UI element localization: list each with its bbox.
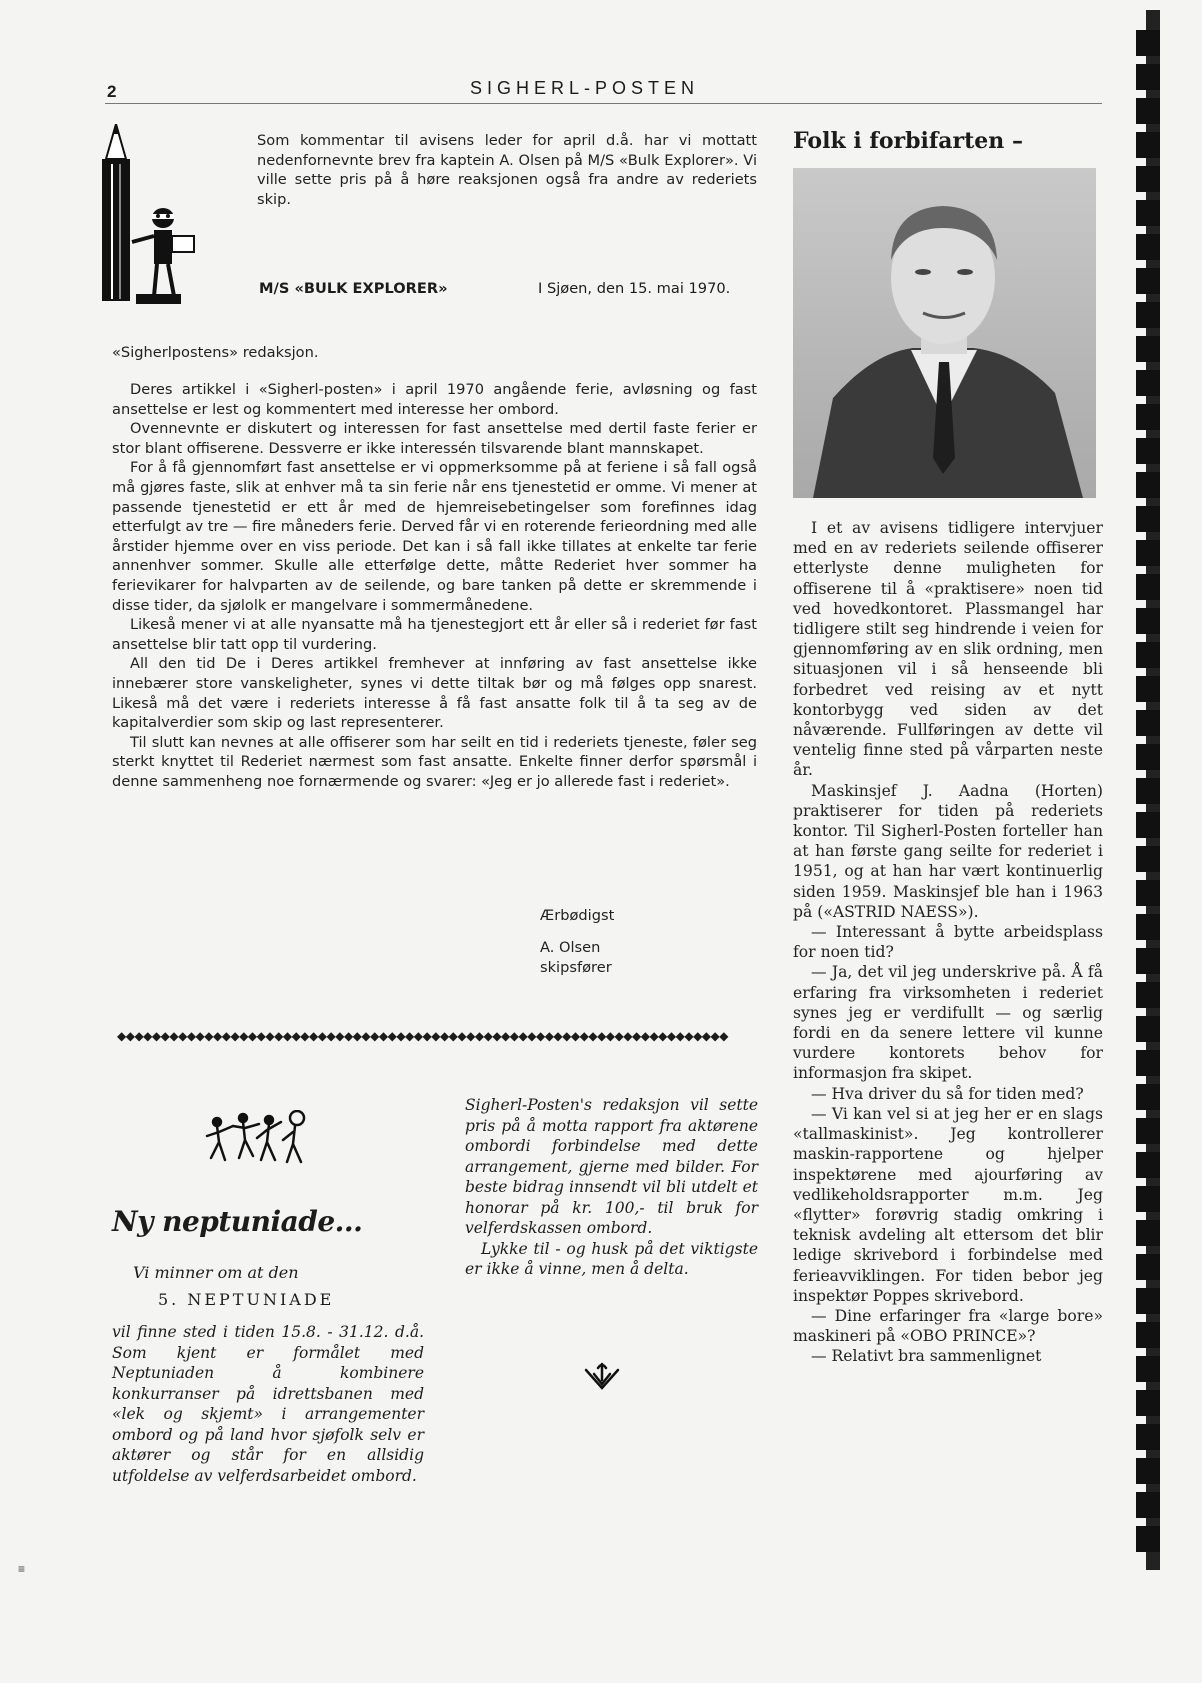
- binding-tick: [1136, 1424, 1160, 1450]
- binding-tick: [1136, 642, 1160, 668]
- binding-tick: [1136, 404, 1160, 430]
- binding-tick: [1136, 472, 1160, 498]
- neptuniade-heading: Ny neptuniade...: [112, 1205, 363, 1238]
- neptuniade-event-name: 5. NEPTUNIADE: [158, 1290, 335, 1309]
- binding-tick: [1136, 744, 1160, 770]
- letter-paragraph: All den tid De i Deres artikkel fremhever at innføring av fast ansettelse ikke innebærer store vanskeligheter, synes vi dette tiltak bør og må følges opp snarest. Likeså må det være i rederiets interesse å få fast ansatte folk til å ta seg av de kapitalverdier som skip og last representerer.: [112, 655, 757, 732]
- letter-paragraph: For å få gjennomført fast ansettelse er vi oppmerksomme på at feriene i så fall også må gjøres faste, slik at enhver må ta sin ferie når ens tjenestetid er omme. Vi mener at passende tjenestetid er ett år med de hjemreisebetingelser som forefinnes idag etterfulgt av tre — fire måneders ferie. Derved får vi en roterende ferieordning med alle årstider hjemme over en viss periode. Det kan i så fall ikke tillates at enkelte tar ferie annenhver sommer. Skulle alle etterfølge dette, måtte Rederiet hver sommer ha ferievikarer for halvparten av de seilende, og bare tanken på dette er skremmende i disse tider, da sjølolk er mangelvare i sommermånedene.: [112, 459, 757, 614]
- binding-tick: [1136, 1390, 1160, 1416]
- neptuniade-description: vil finne sted i tiden 15.8. - 31.12. d.å. Som kjent er formålet med Neptuniaden å kombinere konkurranser på idrettsbanen med «lek og skjemt» i arrangementer ombord og på land hvor sjøfolk selv er aktører og står for en allsidig utfoldelse av velferdsarbeidet ombord.: [112, 1323, 424, 1485]
- binding-tick: [1136, 1050, 1160, 1076]
- letter-closing: Ærbødigst: [540, 907, 615, 924]
- binding-tick: [1136, 234, 1160, 260]
- letter-signature-title: skipsfører: [540, 959, 612, 976]
- editorial-offer: [465, 1095, 758, 1280]
- binding-tick: [1136, 1254, 1160, 1280]
- binding-tick: [1136, 710, 1160, 736]
- neptuniade-reminder: Vi minner om at den: [133, 1263, 299, 1282]
- binding-tick: [1136, 30, 1160, 56]
- pencil-illustration: [96, 124, 221, 324]
- binding-tick: [1136, 948, 1160, 974]
- binding-tick: [1136, 1118, 1160, 1144]
- binding-tick: [1136, 1084, 1160, 1110]
- page-number: 2: [107, 82, 117, 101]
- binding-tick: [1136, 506, 1160, 532]
- binding-tick: [1136, 676, 1160, 702]
- binding-tick: [1136, 1492, 1160, 1518]
- binding-tick: [1136, 64, 1160, 90]
- letter-ship-name: M/S «BULK EXPLORER»: [259, 280, 448, 297]
- interview-paragraph: — Vi kan vel si at jeg her er en slags «tallmaskinist». Jeg kontrollerer maskin-rapportene og hjelper inspektørene med ajourføring av vedlikeholdsrapporter m.m. Jeg «flytter» forøvrig stadig omkring i teknisk avdeling alt ettersom det blir ledige skrivebord i forbindelse med ferieavviklingen. For tiden bebor jeg inspektør Poppes skrivebord.: [793, 1104, 1103, 1305]
- newsletter-title: SIGHERL-POSTEN: [470, 78, 700, 98]
- closing-ornament: [582, 1360, 622, 1392]
- binding-tick: [1136, 1220, 1160, 1246]
- interview-paragraph: Maskinsjef J. Aadna (Horten) praktiserer for tiden på rederiets kontor. Til Sigherl-Posten forteller han at han første gang seilte for rederiet i 1951, og at han har vært kontinuerlig siden 1959. Maskinsjef ble han i 1963 på («ASTRID NAESS»).: [793, 781, 1103, 921]
- profile-interview-text: [793, 518, 1103, 1367]
- binding-tick: [1136, 914, 1160, 940]
- binding-tick: [1136, 846, 1160, 872]
- editor-intro: Som kommentar til avisens leder for april d.å. har vi mottatt nedenfornevnte brev fra kaptein A. Olsen på M/S «Bulk Explorer». Vi ville sette pris på å høre reaksjonen også fra andre av rederiets skip.: [257, 132, 757, 208]
- binding-tick: [1136, 336, 1160, 362]
- binding-tick: [1136, 132, 1160, 158]
- diamond-divider: ◆◆◆◆◆◆◆◆◆◆◆◆◆◆◆◆◆◆◆◆◆◆◆◆◆◆◆◆◆◆◆◆◆◆◆◆◆◆◆◆◆◆◆◆◆◆◆◆◆◆◆◆◆◆◆◆◆◆◆◆◆◆◆◆◆◆◆◆◆◆: [117, 1029, 728, 1043]
- interview-paragraph: — Dine erfaringer fra «large bore» maskineri på «OBO PRINCE»?: [793, 1306, 1103, 1346]
- binding-tick: [1136, 200, 1160, 226]
- binding-tick: [1136, 98, 1160, 124]
- letter-paragraph: Deres artikkel i «Sigherl-posten» i april 1970 angående ferie, avløsning og fast ansettelse er lest og kommentert med interesse her ombord.: [112, 381, 757, 418]
- binding-tick: [1136, 880, 1160, 906]
- letter-paragraph: Til slutt kan nevnes at alle offiserer som har seilt en tid i rederiets tjeneste, føler seg sterkt knyttet til Rederiet nærmest som fast ansatte. Enkelte finner derfor spørsmål i denne sammenheng noe fornærmende og svarer: «Jeg er jo allerede fast i rederiet».: [112, 733, 757, 790]
- letter-body: [112, 380, 757, 791]
- editorial-offer-paragraph: Lykke til - og husk på det viktigste er ikke å vinne, men å delta.: [465, 1239, 758, 1278]
- letter-paragraph: Likeså mener vi at alle nyansatte må ha tjenestegjort ett år eller så i rederiet før fast ansettelse blir tatt opp til vurdering.: [112, 616, 757, 653]
- letter-addressee: «Sigherlpostens» redaksjon.: [112, 344, 319, 361]
- binding-tick: [1136, 982, 1160, 1008]
- binding-tick: [1136, 1016, 1160, 1042]
- interview-paragraph: — Relativt bra sammenlignet: [811, 1347, 1042, 1366]
- binding-tick: [1136, 1186, 1160, 1212]
- binding-strip: [1136, 10, 1160, 1570]
- binding-tick: [1136, 1356, 1160, 1382]
- letter-date: I Sjøen, den 15. mai 1970.: [538, 280, 731, 297]
- interview-paragraph: — Hva driver du så for tiden med?: [811, 1084, 1084, 1103]
- binding-tick: [1136, 438, 1160, 464]
- binding-tick: [1136, 1458, 1160, 1484]
- binding-tick: [1136, 1152, 1160, 1178]
- interview-paragraph: I et av avisens tidligere intervjuer med en av rederiets seilende offiserer etterlyste denne muligheten for offiserene til å «praktisere» noen tid ved hovedkontoret. Plassmangel har tidligere stilt seg hindrende i veien for gjennomføring av en slik ordning, men situasjonen vil i så henseende bli forbedret ved reising av et nytt kontorbygg ved siden av det nåværende. Fullføringen av dette vil ventelig finne sted på vårparten neste år.: [793, 519, 1103, 780]
- portrait-photo: [793, 168, 1096, 498]
- interview-paragraph: — Interessant å bytte arbeidsplass for noen tid?: [793, 923, 1103, 962]
- margin-mark: ≡: [18, 1562, 26, 1576]
- binding-tick: [1136, 268, 1160, 294]
- binding-tick: [1136, 370, 1160, 396]
- binding-tick: [1136, 574, 1160, 600]
- header-rule: [105, 103, 1102, 104]
- binding-tick: [1136, 1288, 1160, 1314]
- binding-tick: [1136, 1526, 1160, 1552]
- editorial-offer-paragraph: Sigherl-Posten's redaksjon vil sette pris på å motta rapport fra aktørene ombordi forbindelse med dette arrangement, gjerne med bilder. For beste bidrag innsendt vil bli utdelt et honorar på kr. 100,- til bruk for velferdskassen ombord.: [465, 1096, 758, 1237]
- binding-tick: [1136, 812, 1160, 838]
- letter-signature: A. Olsen: [540, 939, 601, 956]
- binding-tick: [1136, 608, 1160, 634]
- letter-paragraph: Ovennevnte er diskutert og interessen for fast ansettelse med dertil faste ferier er stor blant offiserene. Dessverre er ikke interessén tilsvarende blant mannskapet.: [112, 420, 757, 457]
- column-heading: Folk i forbifarten –: [793, 128, 1023, 154]
- interview-paragraph: — Ja, det vil jeg underskrive på. Å få erfaring fra virksomheten i rederiet synes jeg er verdifullt — og særlig fordi en da senere lettere vil kunne vurdere kontorets behov for informasjon fra skipet.: [793, 963, 1103, 1083]
- binding-tick: [1136, 1322, 1160, 1348]
- binding-tick: [1136, 778, 1160, 804]
- binding-tick: [1136, 166, 1160, 192]
- binding-tick: [1136, 540, 1160, 566]
- binding-tick: [1136, 302, 1160, 328]
- athletes-illustration: [205, 1110, 320, 1165]
